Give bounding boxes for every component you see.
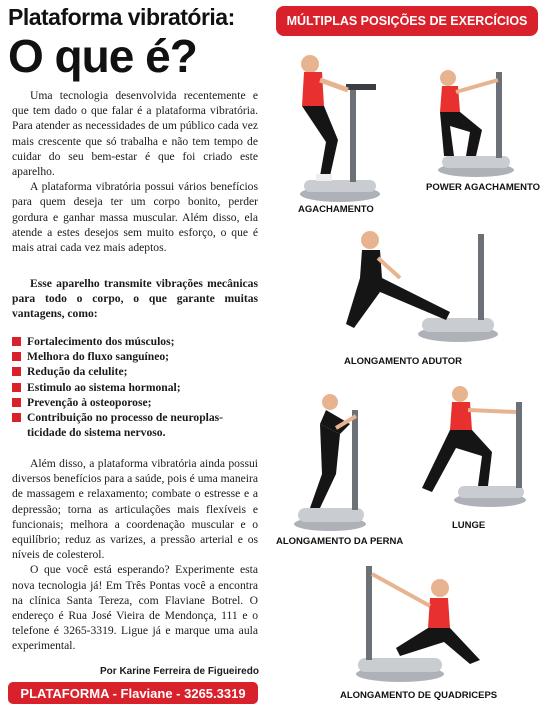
article-paragraph: O que você está esperando? Experimente esta nova tecnologia já! Em Três Pontas você a encontra na clínica Santa Tereza, com Flaviane Botrel. O endereço é Rua José Vieira de Mendonça, 111 e o telefone é 3265-3319. Ligue já e marque uma aula experimental. [12,563,258,653]
list-item: Contribuição no processo de neuroplas- [12,410,258,425]
exercise-label: AGACHAMENTO [298,204,374,215]
bullet-square-icon [12,383,21,392]
list-item: Estimulo ao sistema hormonal; [12,380,258,395]
article-intro [12,88,258,255]
headline-line-1: Plataforma vibratória: [8,4,235,30]
exercise-label: LUNGE [452,520,486,531]
exercise-label: ALONGAMENTO DA PERNA [276,536,404,547]
list-item: Prevenção à osteoporose; [12,395,258,410]
benefits-intro-text: Esse aparelho transmite vibrações mecânicas para todo o corpo, o que garante muitas vantagens, como: [12,277,258,321]
list-item: Fortalecimento dos músculos; [12,334,258,349]
exercise-photo-power-agachamento [426,60,526,180]
bullet-square-icon [12,398,21,407]
benefits-list [12,334,258,440]
exercise-label: POWER AGACHAMENTO [426,182,540,193]
exercise-photo-alongamento-da-perna [290,384,400,534]
exercise-photo-agachamento [290,44,390,204]
bullet-square-icon [12,367,21,376]
bullet-square-icon [12,352,21,361]
byline: Por Karine Ferreira de Figueiredo [100,666,259,677]
bullet-square-icon [12,413,21,422]
bullet-square-icon [12,337,21,346]
article-paragraph: A plataforma vibratória possui vários benefícios para quem deseja ter um corpo bonito, perder gordura e ganhar massa muscular. Além disso, ela atende a estes desejos sem muito esforço, o que é mais atrai cada vez mais adeptos. [12,180,258,255]
section-banner: MÚLTIPLAS POSIÇÕES DE EXERCÍCIOS [276,6,538,36]
footer-contact-bar: PLATAFORMA - Flaviane - 3265.3319 [8,682,258,704]
exercise-photo-lunge [412,382,538,512]
exercise-label: ALONGAMENTO ADUTOR [344,356,463,367]
exercise-label: ALONGAMENTO DE QUADRICEPS [340,690,498,701]
list-item: Melhora do fluxo sanguíneo; [12,349,258,364]
headline-line-2: O que é? [8,30,197,82]
list-item: Redução da celulite; [12,364,258,379]
benefits-intro [12,276,258,322]
exercise-photo-alongamento-de-quadriceps [340,560,490,686]
list-item-continuation: ticidade do sistema nervoso. [27,426,166,440]
article-paragraph: Além disso, a plataforma vibratória ainda possui diversos benefícios para a saúde, pois é uma maneira de massagem e relaxamento; combate o estresse e a depressão; torna as articulações mais flexíveis e funcionais; melhora a coordenação muscular e o equilíbrio; reduz as varizes, a pressão arterial e os níveis de colesterol. [12,457,258,562]
exercise-photo-alongamento-adutor [340,228,500,346]
article-paragraph: Uma tecnologia desenvolvida recentemente e que tem dado o que falar é a plataforma vibratória. Para atender as necessidades de um público cada vez mais crescente que só trabalha e não tem tempo de cuidar do seu bem-estar é que foi criado este aparelho. [12,89,258,179]
article-closing [12,456,258,654]
